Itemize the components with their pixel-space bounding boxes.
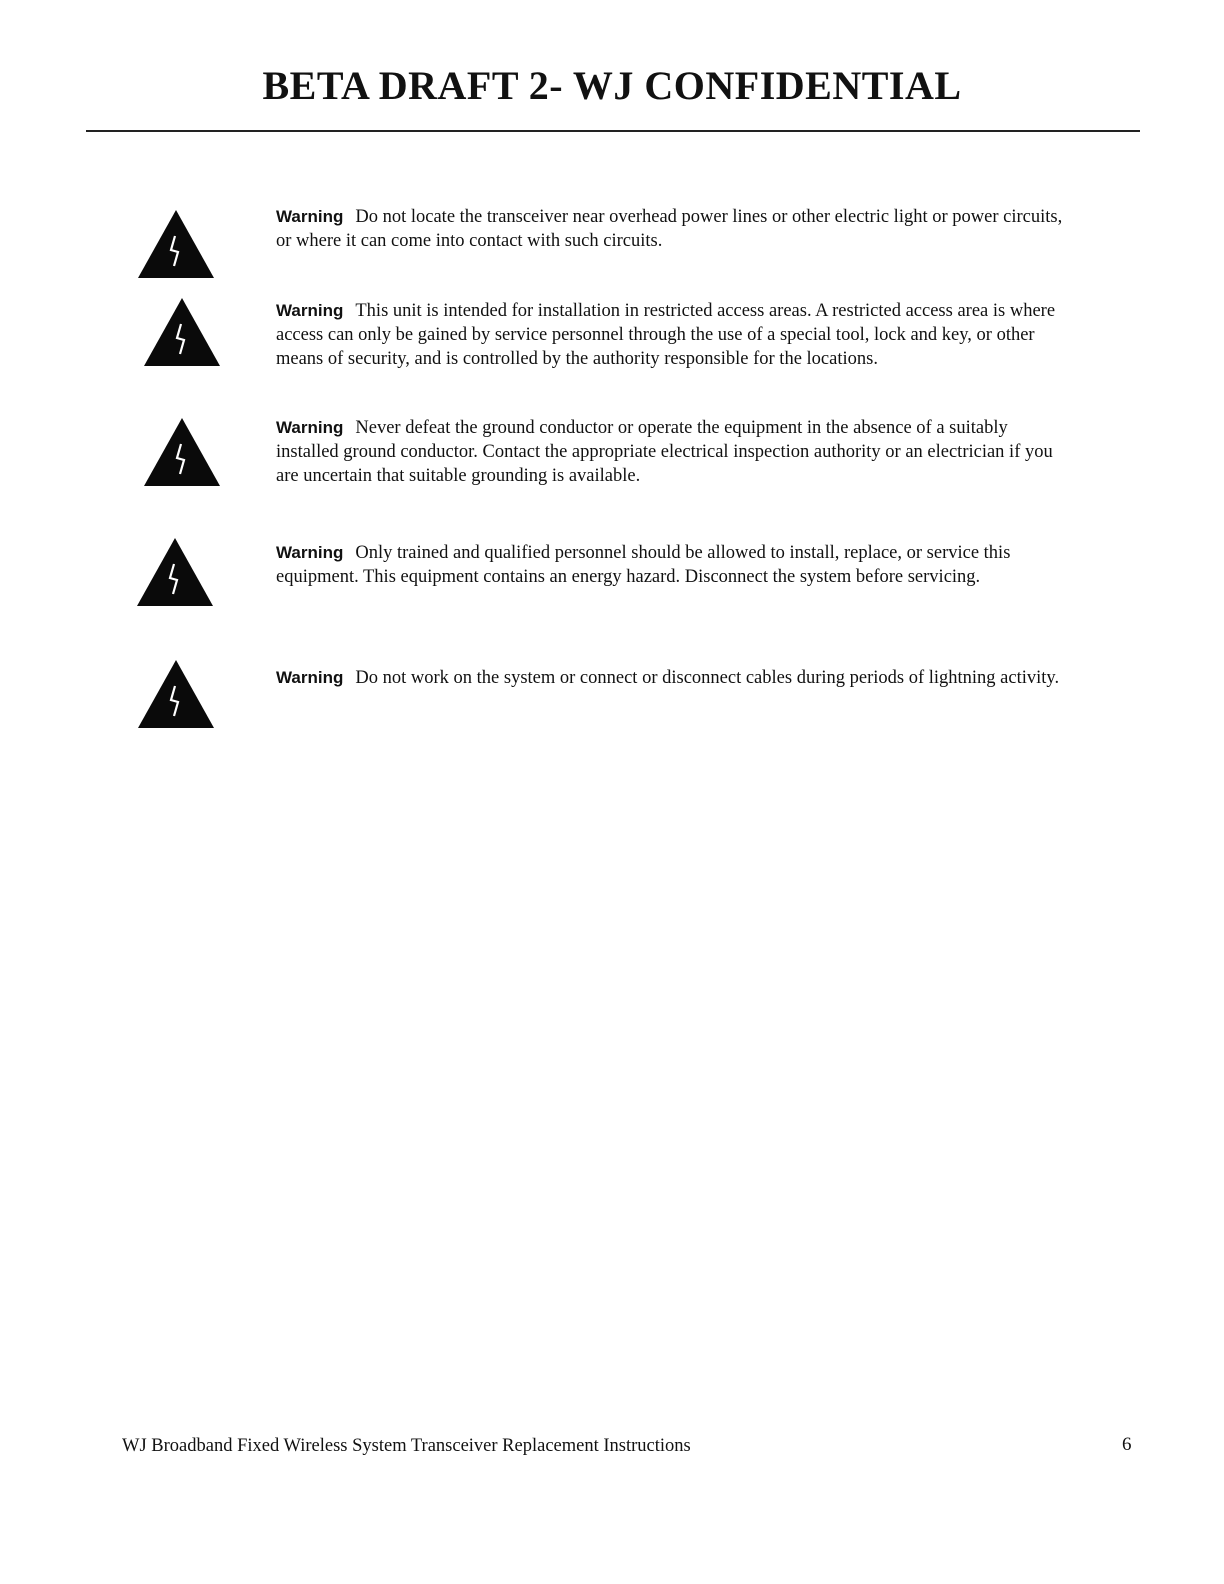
warning-label: Warning [276, 418, 344, 437]
page-title: BETA DRAFT 2- WJ CONFIDENTIAL [262, 63, 962, 108]
warning-triangle-lightning-icon [136, 658, 216, 730]
warning-label: Warning [276, 668, 344, 687]
warning-text: This unit is intended for installation in restricted access areas. A restricted access area is where access can only be gained by service personnel through the use of a special tool, lock and key, or other means of security, and is controlled by the authority responsible for the locations. [276, 301, 1056, 369]
warning-triangle-lightning-icon [135, 536, 215, 608]
warning-label: Warning [276, 543, 344, 562]
warning-label: Warning [276, 207, 344, 226]
header-divider [86, 130, 1140, 132]
warning-triangle-lightning-icon [136, 208, 216, 280]
warning-label: Warning [276, 301, 344, 320]
warning-triangle-lightning-icon [142, 416, 222, 488]
warning-text: Do not locate the transceiver near overhead power lines or other electric light or power circuits, or where it can come into contact with such circuits. [276, 207, 1063, 251]
page-number: 6 [1122, 1434, 1132, 1455]
warning-text: Do not work on the system or connect or disconnect cables during periods of lightning activity. [355, 668, 1060, 688]
warning-triangle-lightning-icon [142, 296, 222, 368]
warning-text: Never defeat the ground conductor or operate the equipment in the absence of a suitably installed ground conductor. Contact the appropriate electrical inspection authority or an electrician if you are uncertain that suitable grounding is available. [276, 418, 1053, 486]
warning-text: Only trained and qualified personnel should be allowed to install, replace, or service this equipment. This equipment contains an energy hazard. Disconnect the system before servicing. [276, 543, 1011, 587]
footer-document-title: WJ Broadband Fixed Wireless System Transceiver Replacement Instructions [122, 1436, 691, 1456]
